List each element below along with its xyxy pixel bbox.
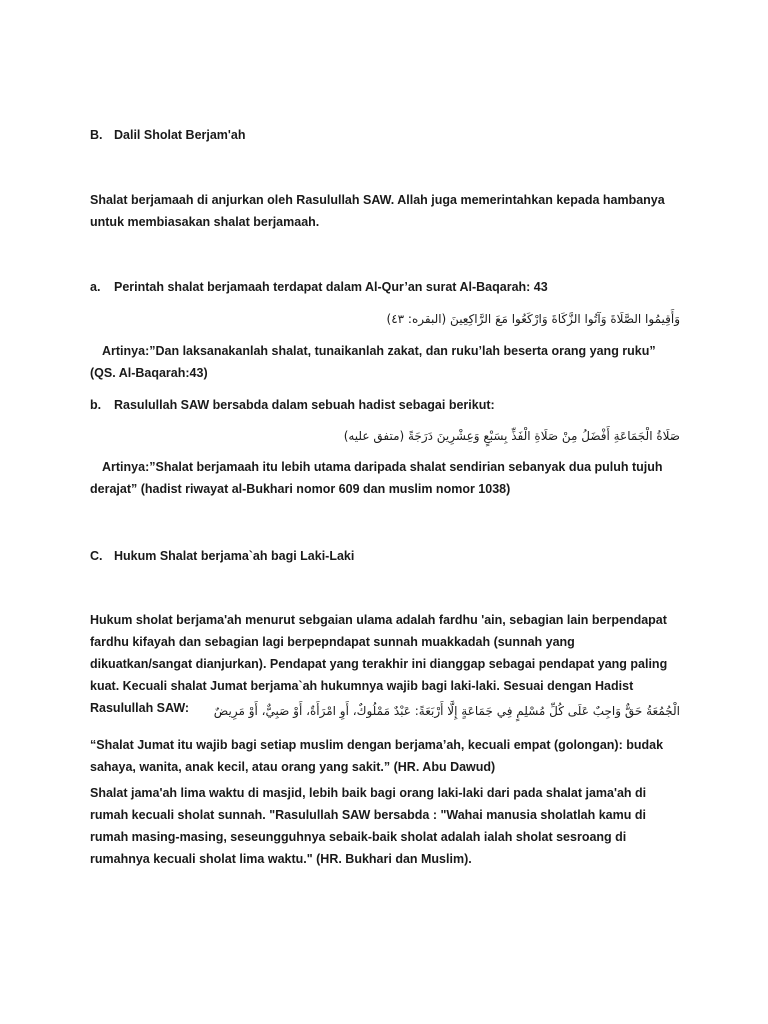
item-a-arabic-verse: وَأَقِيمُوا الصَّلَاةَ وَآتُوا الزَّكَاةَ وَارْكَعُوا مَعَ الرَّاكِعِينَ (البقره: ٤٣) [386, 312, 680, 326]
section-c-paragraph-2: Shalat jama'ah lima waktu di masjid, lebih baik bagi orang laki-laki dari pada shalat jama'ah di rumah kecuali sholat sunnah. "Rasulullah SAW bersabda : "Wahai manusia sholatlah kamu di rumah masing-masing, seseungguhnya sebaik-baik sholat adalah ialah sholat sesroang di rumahnya kecuali sholat lima waktu." (HR. Bukhari dan Muslim). [90, 786, 647, 866]
section-c-heading [90, 545, 680, 567]
item-a-translation: Artinya:”Dan laksanakanlah shalat, tunaikanlah zakat, dan ruku’lah beserta orang yang ruku” (QS. Al-Baqarah:43) [90, 344, 656, 380]
item-b-marker: b. [90, 398, 102, 412]
item-b-text: Rasulullah SAW bersabda dalam sebuah hadist sebagai berikut: [114, 398, 495, 412]
section-c-marker: C. [90, 549, 103, 563]
item-a-heading [90, 276, 680, 298]
section-c-paragraph-1: Hukum sholat berjama'ah menurut sebgaian ulama adalah fardhu 'ain, sebagian lain berpendapat fardhu kifayah dan sebagian lagi berpepndapat sunnah muakkadah (sunnah yang dikuatkan/sangat dianjurkan). Pendapat yang terakhir ini dianggap sebagai pendapat yang paling kuat. Kecuali shalat Jumat berjama`ah hukumnya wajib bagi laki-laki. Sesuai dengan Hadist Rasulullah SAW: [90, 613, 668, 715]
item-a-marker: a. [90, 280, 101, 294]
section-b-title: Dalil Sholat Berjam'ah [114, 128, 246, 142]
section-b-intro: Shalat berjamaah di anjurkan oleh Rasulullah SAW. Allah juga memerintahkan kepada hambanya untuk membiasakan shalat berjamaah. [90, 193, 665, 229]
item-b-translation: Artinya:”Shalat berjamaah itu lebih utama daripada shalat sendirian sebanyak dua puluh tujuh derajat” (hadist riwayat al-Bukhari nomor 609 dan muslim nomor 1038) [90, 460, 663, 496]
section-c-arabic-hadith: الْجُمُعَةُ حَقٌّ وَاجِبٌ عَلَى كُلِّ مُسْلِمٍ فِي جَمَاعَةٍ إِلَّا أَرْبَعَةً: عَبْدٌ مَمْلُوكٌ، أَوِ امْرَأَةٌ، أَوْ صَبِيٌّ، أَوْ مَرِيضٌ [213, 704, 680, 718]
section-c-quote: “Shalat Jumat itu wajib bagi setiap muslim dengan berjama’ah, kecuali empat (golongan): budak sahaya, wanita, anak kecil, atau orang yang sakit.” (HR. Abu Dawud) [90, 738, 664, 774]
section-b-heading [90, 124, 680, 146]
item-a-text: Perintah shalat berjamaah terdapat dalam Al-Qur’an surat Al-Baqarah: 43 [114, 280, 548, 294]
section-c-title: Hukum Shalat berjama`ah bagi Laki-Laki [114, 549, 355, 563]
item-b-arabic-hadith: صَلَاةُ الْجَمَاعَةِ أَفْضَلُ مِنْ صَلَاةِ الْفَذِّ بِسَبْعٍ وَعِشْرِينَ دَرَجَةً (متفق عليه) [343, 429, 680, 443]
section-b-marker: B. [90, 128, 103, 142]
item-b-heading [90, 394, 680, 416]
